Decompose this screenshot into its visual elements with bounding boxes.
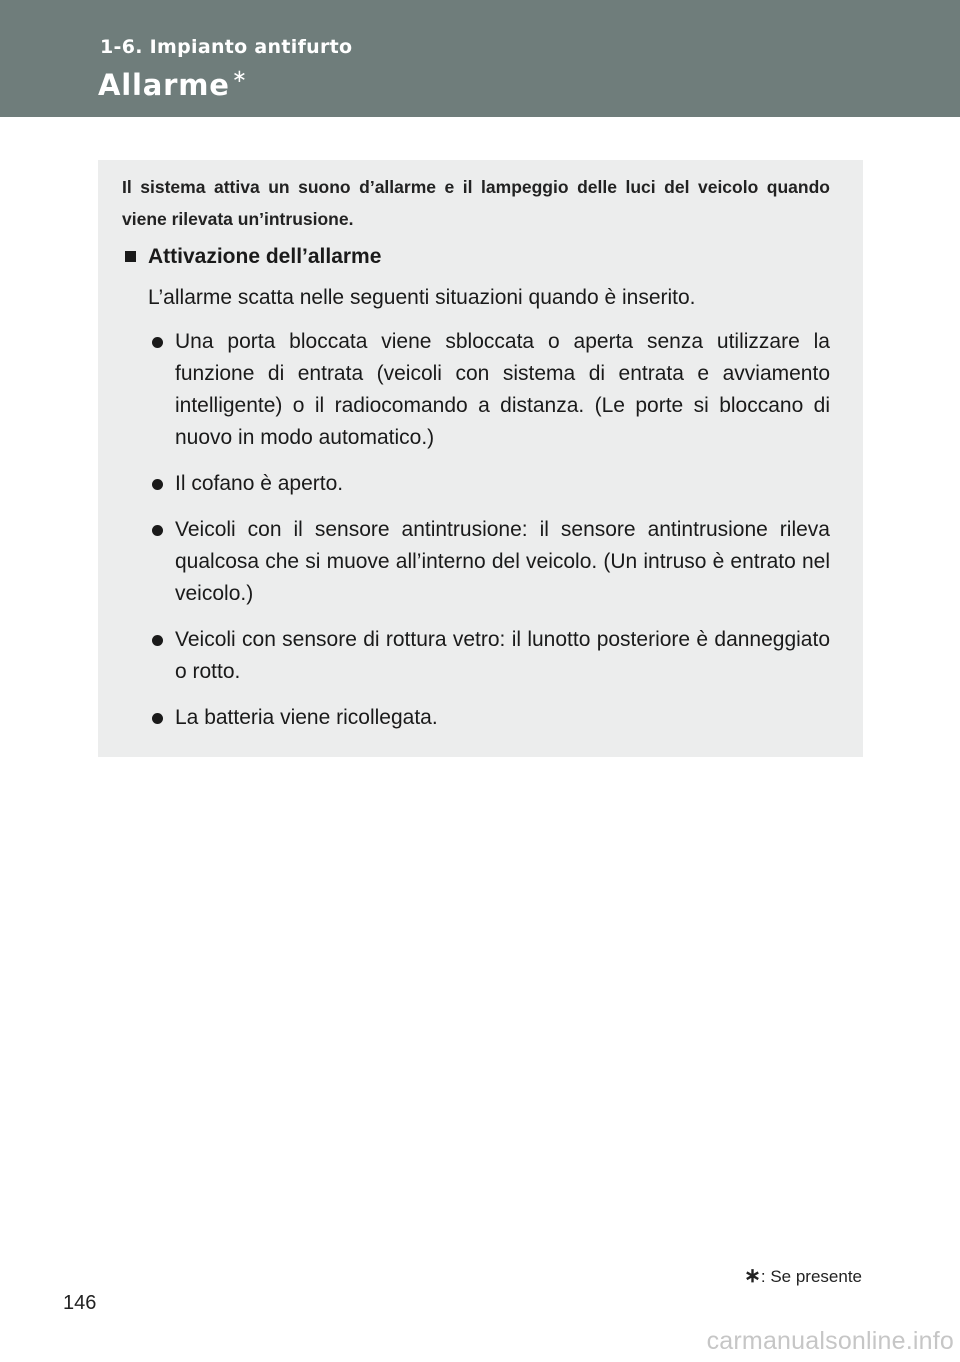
- list-item: [125, 702, 830, 734]
- footnote: [744, 1263, 862, 1288]
- list-item: [125, 514, 830, 610]
- watermark: carmanualsonline.info: [706, 1327, 954, 1355]
- bullet-dot-icon: [152, 337, 163, 348]
- footnote-asterisk-icon: ∗: [744, 1265, 761, 1287]
- list-item-text: Il cofano è aperto.: [175, 472, 344, 495]
- page-title-text: Allarme: [98, 68, 230, 102]
- bullet-dot-icon: [152, 635, 163, 646]
- page-number: 146: [63, 1292, 97, 1314]
- intro-text: Il sistema attiva un suono d’allarme e il lampeggio delle luci del veicolo quando viene rilevata un’intrusione.: [122, 177, 830, 229]
- list-item-text: La batteria viene ricollegata.: [175, 706, 438, 729]
- section-label: 1-6. Impianto antifurto: [100, 36, 353, 58]
- sub-heading: [125, 245, 381, 269]
- bullet-dot-icon: [152, 713, 163, 724]
- list-item-text: Una porta bloccata viene sbloccata o aperta senza utilizzare la funzione di entrata (veicoli con sistema di entrata e avviamento intelligente) o il radiocomando a distanza. (Le porte si bloccano di nuovo in modo automatico.): [175, 330, 830, 449]
- list-item-text: Veicoli con sensore di rottura vetro: il lunotto posteriore è danneggiato o rotto.: [175, 628, 830, 683]
- optional-asterisk-icon: ∗: [231, 66, 248, 88]
- list-item: [125, 468, 830, 500]
- list-item: [125, 326, 830, 454]
- list-item: [125, 624, 830, 688]
- content-panel: [98, 160, 863, 757]
- list-item-text: Veicoli con il sensore antintrusione: il sensore antintrusione rileva qualcosa che si muove all’interno del veicolo. (Un intruso è entrato nel veicolo.): [175, 518, 830, 605]
- bullet-dot-icon: [152, 479, 163, 490]
- bullet-list: [125, 326, 830, 748]
- header-bar: [0, 0, 960, 117]
- page-title: [98, 68, 248, 102]
- bullet-dot-icon: [152, 525, 163, 536]
- footnote-text: : Se presente: [760, 1267, 862, 1286]
- square-bullet-icon: [125, 251, 136, 262]
- lead-text: L’allarme scatta nelle seguenti situazioni quando è inserito.: [148, 286, 696, 309]
- sub-heading-text: Attivazione dell’allarme: [148, 245, 382, 268]
